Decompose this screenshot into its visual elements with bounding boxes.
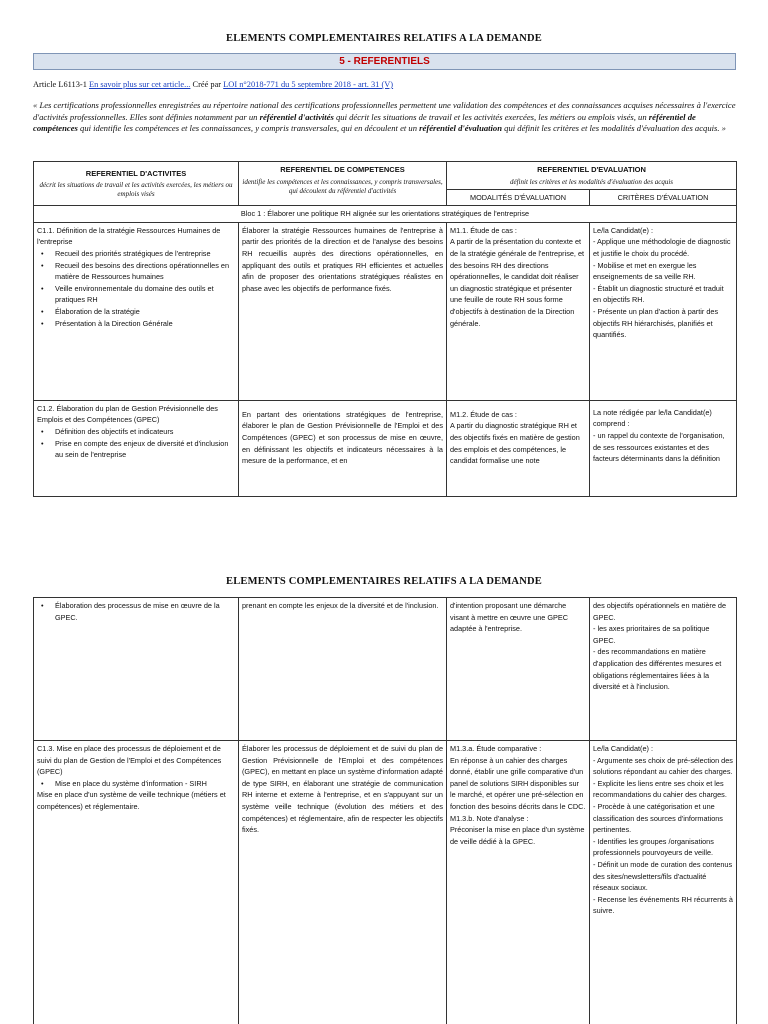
- header-description: décrit les situations de travail et les activités exercées, les métiers ou emplois visés: [39, 181, 233, 199]
- quote-text: qui décrit les situations de travail et les activités exercées, les métiers ou emplois visés, un: [333, 111, 649, 122]
- modalite-title: M1.3.b. Note d'analyse :: [450, 813, 529, 823]
- activite-cell: [34, 400, 239, 496]
- table-row: [34, 741, 737, 1024]
- critere-line: - Établit un diagnostic structuré et traduit en objectifs RH.: [593, 283, 724, 305]
- competence-cell: [239, 400, 447, 496]
- table-row: [34, 598, 737, 741]
- criteres-cell: [590, 222, 737, 400]
- activite-list: [37, 778, 235, 790]
- critere-line: Le/la Candidat(e) :: [593, 225, 654, 235]
- critere-line: des objectifs opérationnels en matière de GPEC.: [593, 601, 727, 622]
- quote-text: « Les certifications professionnelles enregistrées au répertoire national des certifications professionnelles permettent une validation des compétences et des connaissances acquises nécessaires à l'exercice d'activités professionnelles. Elles sont définies notamment par un: [33, 100, 736, 122]
- list-item: • Élaboration des processus de mise en œuvre de la GPEC.: [37, 600, 235, 623]
- modalite-cell: [447, 400, 590, 496]
- modalite-title: M1.2. Étude de cas :: [450, 409, 517, 419]
- competence-cell: Élaborer les processus de déploiement et de suivi du plan de Gestion Prévisionnelle de l'Emploi et des compétences (GPEC), en mettant en place un système d'information adapté de type SIRH, en élaborant une stratégie de communication RH interne et externe à l'entreprise, et en s'appuyant sur un système veille technique (évolution des métiers et des compétences) et réglementaire, afin de respecter les objectifs fixés.: [239, 741, 447, 1024]
- modalite-cell: [447, 741, 590, 1024]
- header-description: définit les critères et les modalités d'évaluation des acquis: [510, 177, 673, 186]
- critere-line: - Argumente ses choix de pré-sélection des solutions répondant au cahier des charges.: [593, 755, 733, 777]
- activite-list: [37, 248, 235, 329]
- bloc-title: Bloc 1 : Élaborer une politique RH alignée sur les orientations stratégiques de l'entreprise: [34, 206, 737, 223]
- activite-cell: [34, 598, 239, 741]
- criteres-cell: [590, 598, 737, 741]
- list-item: • Définition des objectifs et indicateurs: [37, 426, 235, 438]
- referentiels-table: [33, 161, 737, 497]
- criteres-cell: [590, 400, 737, 496]
- section-band: 5 - REFERENTIELS: [33, 53, 736, 70]
- critere-line: La note rédigée par le/la Candidat(e) comprend :: [593, 407, 712, 429]
- article-link[interactable]: En savoir plus sur cet article...: [88, 80, 191, 89]
- critere-line: - des recommandations en matière d'application des différentes mesures et obligations réglementaires liées à la diversité et à l'inclusion.: [593, 647, 722, 692]
- quote-emphasis: référentiel de compétences: [33, 111, 696, 134]
- modalite-text: A partir de la présentation du contexte et de la stratégie générale de l'entreprise, et des besoins RH des directions opérationnelles, le candidat doit réaliser un diagnostic stratégique et présenter une feuille de route RH sous forme d'objectifs à destination de la Direction générale.: [450, 237, 585, 328]
- header-modalites: MODALITÉS D'ÉVALUATION: [447, 189, 590, 206]
- activite-title: C1.3. Mise en place des processus de déploiement et de suivi du plan de Gestion de l'Emploi et des Compétences (GPEC): [37, 744, 222, 777]
- header-title: REFERENTIEL D'EVALUATION: [537, 165, 646, 174]
- modalite-text: Préconiser la mise en place d'un système de veille dédié à la GPEC.: [450, 825, 585, 846]
- activite-list: [37, 600, 235, 623]
- modalite-cell: [447, 222, 590, 400]
- competence-cell: prenant en compte les enjeux de la diversité et de l'inclusion.: [239, 598, 447, 741]
- referentiels-table-continued: [33, 597, 737, 1024]
- page-title: ELEMENTS COMPLEMENTAIRES RELATIFS A LA DEMANDE: [226, 576, 542, 587]
- competence-cell: Élaborer la stratégie Ressources humaines de l'entreprise à partir des priorités de la direction et de l'analyse des besoins RH recueillis auprès des directions opérationnelles, en appliquant des outils et pratiques RH efficientes et actuelles afin de proposer des orientations stratégiques réalistes en phase avec les objectifs de performance fixés.: [239, 222, 447, 400]
- article-mid: Créé par: [192, 80, 222, 89]
- critere-line: - Recense les événements RH récurrents à suivre.: [593, 894, 733, 916]
- competence-text: En partant des orientations stratégiques de l'entreprise, élaborer le plan de Gestion Prévisionnelle de l'Emploi et des Compétences (GPEC) et son processus de mise en œuvre, en définissant les objectifs et indicateurs nécessaires à la mesure de la performance, et en: [242, 409, 443, 466]
- activite-cell: [34, 222, 239, 400]
- list-item: • Recueil des priorités stratégiques de l'entreprise: [37, 248, 235, 260]
- list-item: • Présentation à la Direction Générale: [37, 318, 235, 330]
- table-header-row: [34, 162, 737, 190]
- quote-emphasis: référentiel d'évaluation: [419, 123, 502, 134]
- list-item: • Recueil des besoins des directions opérationnelles en matière de Ressources humaines: [37, 260, 235, 283]
- activite-extra: Mise en place d'un système de veille technique (métiers et compétences) et réglementaire.: [37, 790, 226, 811]
- modalite-title: M1.3.a. Étude comparative :: [450, 744, 542, 753]
- quote-text: qui identifie les compétences et les connaissances, y compris transversales, qui en découlent et un: [77, 123, 420, 134]
- critere-line: - les axes prioritaires de sa politique GPEC.: [593, 624, 710, 645]
- list-item: • Élaboration de la stratégie: [37, 306, 235, 318]
- critere-line: - Définit un mode de curation des contenus des sites/newsletters/fils d'actualité réseaux sociaux.: [593, 859, 733, 893]
- critere-line: - un rappel du contexte de l'organisation, de ses ressources existantes et des facteurs déterminants dans la définition: [593, 430, 725, 464]
- list-item: • Prise en compte des enjeux de diversité et d'inclusion au sein de l'entreprise: [37, 438, 235, 461]
- header-criteres: CRITÈRES D'ÉVALUATION: [590, 189, 737, 206]
- critere-line: - Applique une méthodologie de diagnostic et justifie le choix du procédé.: [593, 237, 731, 258]
- table-row: [34, 400, 737, 496]
- header-evaluation: [447, 162, 737, 190]
- table-row: [34, 222, 737, 400]
- activite-title: C1.2. Élaboration du plan de Gestion Prévisionnelle des Emplois et des Compétences (GPEC): [37, 403, 218, 425]
- activite-cell: [34, 741, 239, 1024]
- article-reference: [33, 80, 736, 89]
- law-quote: [33, 100, 736, 135]
- critere-line: - Identifies les groupes /organisations professionnels pourvoyeurs de veille.: [593, 836, 714, 858]
- modalite-cell: d'intention proposant une démarche visant à mettre en œuvre une GPEC adaptée à l'entreprise.: [447, 598, 590, 741]
- critere-line: - Procède à une catégorisation et une classification des sources d'informations pertinentes.: [593, 801, 723, 835]
- modalite-text: En réponse à un cahier des charges donné, établir une grille comparative d'un panel de solutions SIRH disponibles sur le marché, et opérer une pré-sélection en fonction des besoins décrits dans le CDC.: [450, 755, 586, 811]
- page-title: ELEMENTS COMPLEMENTAIRES RELATIFS A LA DEMANDE: [226, 33, 542, 44]
- header-activites: [34, 162, 239, 206]
- header-competences: [239, 162, 447, 206]
- list-item: • Veille environnementale du domaine des outils et pratiques RH: [37, 283, 235, 306]
- activite-title: C1.1. Définition de la stratégie Ressources Humaines de l'entreprise: [37, 225, 221, 247]
- modalite-title: M1.1. Étude de cas :: [450, 225, 517, 235]
- activite-list: [37, 426, 235, 461]
- critere-line: - Explicite les liens entre ses choix et les recommandations du cahier des charges.: [593, 778, 727, 800]
- quote-text: qui définit les critères et les modalités d'évaluation des acquis. »: [502, 123, 726, 134]
- quote-emphasis: référentiel d'activités: [259, 111, 334, 122]
- header-description: identifie les compétences et les connaissances, y compris transversales, qui découlent du référentiel d'activités: [242, 177, 443, 195]
- bloc-row: [34, 206, 737, 223]
- list-item: • Mise en place du système d'information - SIRH: [37, 778, 235, 790]
- header-title: REFERENTIEL DE COMPETENCES: [280, 165, 405, 174]
- article-prefix: Article L6113-1: [33, 80, 87, 89]
- critere-line: - Présente un plan d'action à partir des objectifs RH hiérarchisés, planifiés et quantifiés.: [593, 306, 719, 340]
- header-title: REFERENTIEL D'ACTIVITES: [85, 168, 187, 178]
- criteres-cell: [590, 741, 737, 1024]
- law-link[interactable]: LOI n°2018-771 du 5 septembre 2018 - art. 31 (V): [223, 80, 394, 89]
- modalite-text: A partir du diagnostic stratégique RH et des objectifs fixés en matière de gestion des emplois et des compétences, le candidat formalise une note: [450, 421, 580, 466]
- critere-line: Le/la Candidat(e) :: [593, 744, 654, 753]
- critere-line: - Mobilise et met en exergue les enseignements de sa veille RH.: [593, 260, 697, 282]
